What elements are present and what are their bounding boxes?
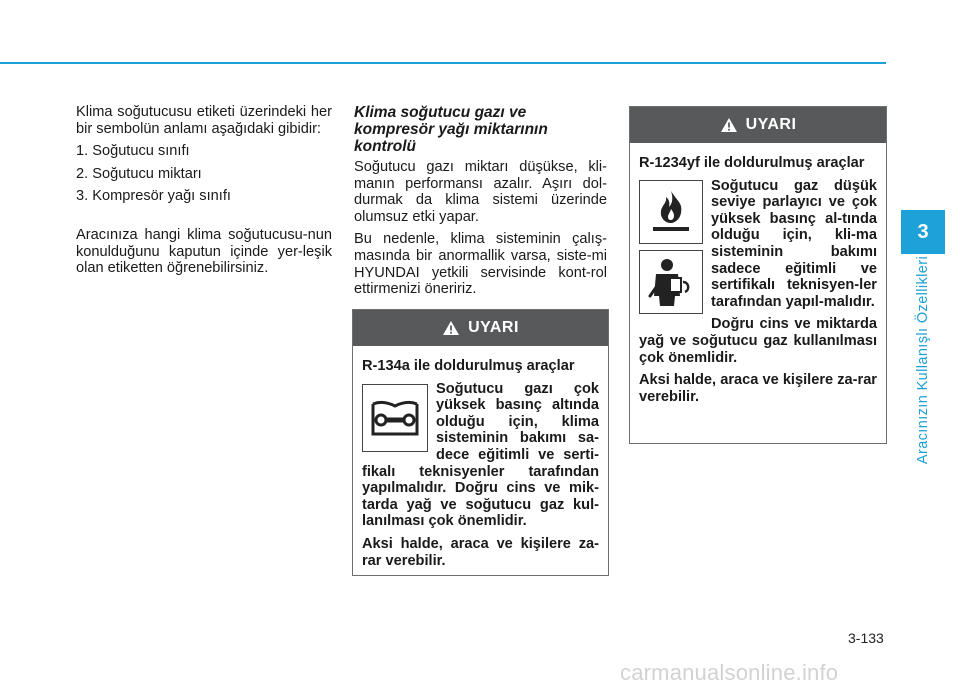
warning-header [353,310,608,346]
middle-column [354,104,607,304]
page-number: 3-133 [848,630,884,646]
warning-text: Soğutucu gaz düşük seviye parlayıcı ve çok yüksek basınç al-tında olduğu için, kli-ma sisteminin bakımı sadece eğitimli ve sertifikalı teknisyen-ler tarafından yapıl-malıdır. [711,177,877,310]
section-heading: Klima soğutucu gazı ve kompresör yağı miktarının kontrolü [354,104,548,155]
header-rule [0,62,886,64]
warning-title: R-134a ile doldurulmuş araçlar [362,358,575,374]
outro-text: Aracınıza hangi klima soğutucusu-nun konulduğunu kaputun içinde yer-leşik olan etiketten öğrenebilirsiniz. [76,226,332,277]
warning-label: UYARI [745,116,797,133]
list-item: 3. Kompresör yağı sınıfı [76,188,231,205]
intro-text: Klima soğutucusu etiketi üzerindeki her bir sembolün anlamı aşağıdaki gibidir: [76,104,332,137]
chapter-title: Aracınızın Kullanışlı Özellikleri [915,255,931,465]
list-item: 2. Soğutucu miktarı [76,165,202,182]
warning-label: UYARI [468,319,519,336]
symbol-list [76,143,332,205]
paragraph: Bu nedenle, klima sisteminin çalış-masında bir anormallik varsa, siste-mi HYUNDAI yetkili servisinde kont-rol ettirmenizi öneririz. [354,231,607,298]
left-column [76,104,332,283]
chapter-tab: 3 [901,210,945,254]
warning-triangle-icon [442,320,460,336]
wrench-manual-icon [362,384,428,452]
warning-text: Aksi halde, araca ve kişilere za-rar verebilir. [362,535,599,569]
watermark: carmanualsonline.info [620,660,839,685]
warning-triangle-icon [720,117,738,133]
warning-text: Soğutucu gazı çok yüksek basınç altında olduğu için, klima sisteminin bakımı sa-dece eğitimli ve serti-fikalı teknisyenler tarafından yapılmalıdır. Doğru cins ve mik-tarda yağ ve soğutucu gaz kul-lanılması çok önemlidir. [362,380,599,530]
warning-box-r134a [352,309,609,576]
flammable-icon [639,180,703,244]
warning-title: R-1234yf ile doldurulmuş araçlar [639,155,865,171]
list-item: 1. Soğutucu sınıfı [76,143,190,160]
warning-text: Doğru cins ve miktarda yağ ve soğutucu gaz kullanılması çok önemlidir. [639,316,877,366]
technician-icon [639,250,703,314]
warning-box-r1234yf [629,106,887,444]
warning-text: Aksi halde, araca ve kişilere za-rar verebilir. [639,372,877,405]
warning-header [630,107,886,143]
paragraph: Soğutucu gazı miktarı düşükse, kli-manın performansı azalır. Aşırı dol-durmak da klima sistemi üzerinde olumsuz etki yapar. [354,159,607,225]
warning-icons [639,180,703,320]
